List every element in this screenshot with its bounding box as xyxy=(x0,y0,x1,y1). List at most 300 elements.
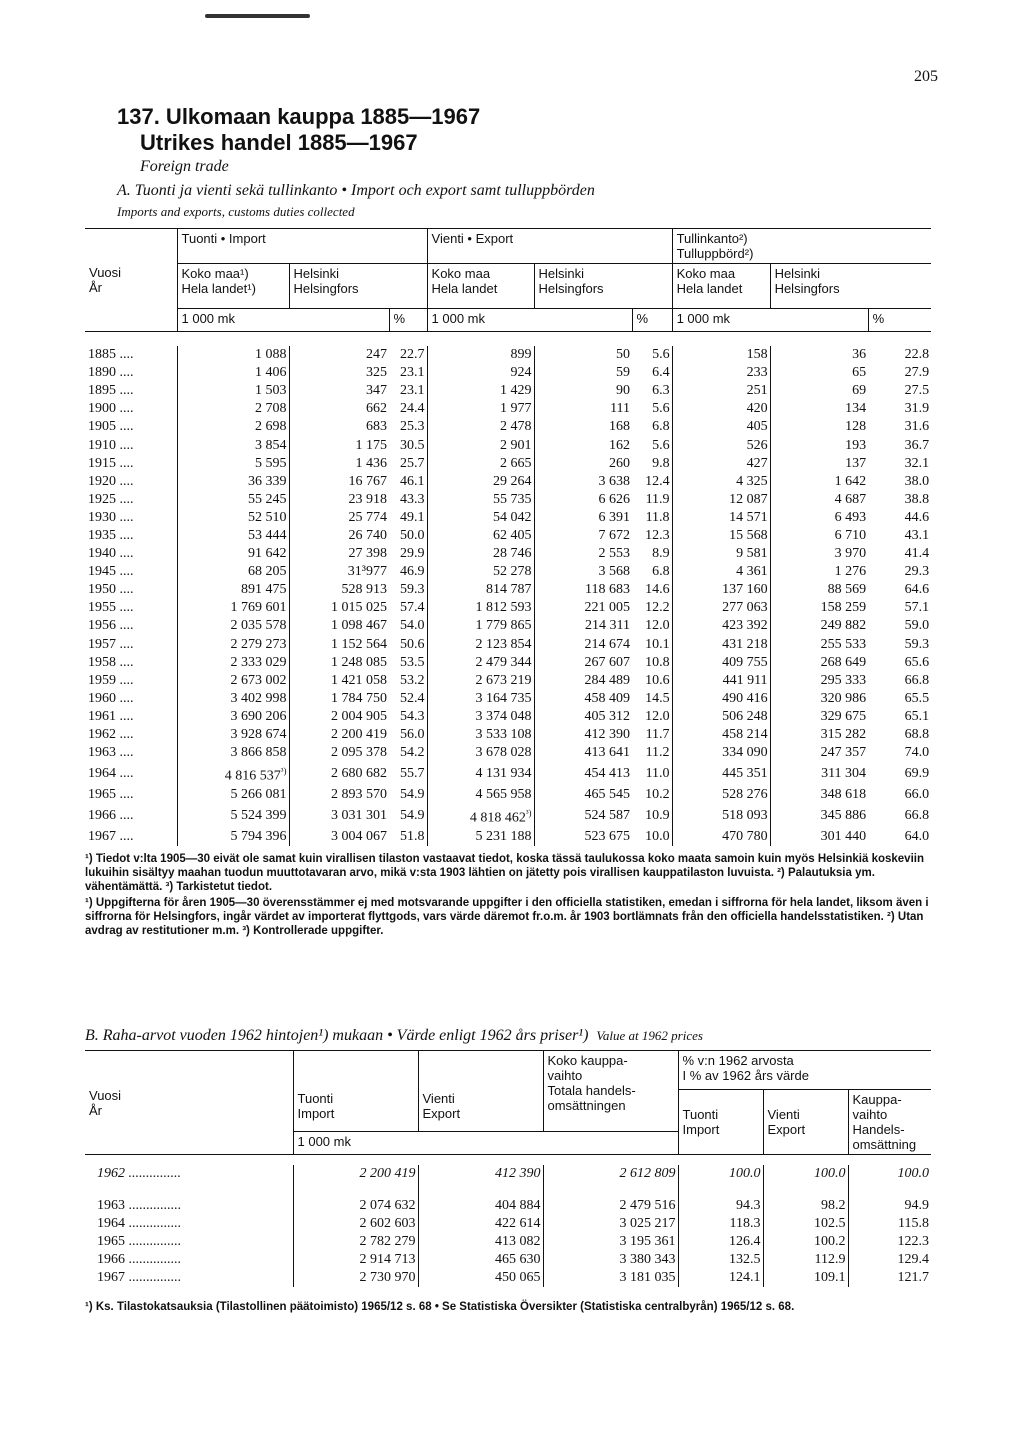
cell-value: 1955 xyxy=(88,600,116,616)
cell-value: 3 025 217 xyxy=(619,1216,676,1231)
table-row xyxy=(85,455,931,473)
cell-exp-all xyxy=(427,744,534,762)
cell-year xyxy=(85,527,177,545)
cell-imp-hki xyxy=(289,581,389,599)
cell-value: 412 390 xyxy=(584,727,631,743)
cell-imp-hki xyxy=(289,364,389,382)
cell-value: 334 090 xyxy=(722,745,768,761)
cell-exp-pct xyxy=(632,364,672,382)
cell-exp-hki xyxy=(534,545,632,563)
cell-value: 2 479 516 xyxy=(619,1198,676,1213)
table-row xyxy=(85,1233,931,1251)
cell-p-imp xyxy=(678,1251,763,1269)
leader-dots: ............... xyxy=(125,1166,181,1181)
cell-value: 94.9 xyxy=(904,1198,930,1213)
cell-value: 5 266 081 xyxy=(230,786,287,802)
cell-year xyxy=(85,708,177,726)
footnote-marker: ³) xyxy=(280,766,287,777)
cell-value: 14.6 xyxy=(645,582,670,598)
cell-exp-pct xyxy=(632,726,672,744)
cell-imp-pct xyxy=(389,672,427,690)
cell-value: 3 380 343 xyxy=(619,1252,676,1267)
cell-exp-hki xyxy=(534,617,632,635)
cell-year xyxy=(85,1197,293,1215)
cell-exp-hki xyxy=(534,509,632,527)
cell-value: 1920 xyxy=(88,473,116,489)
cell-value: 10.0 xyxy=(645,828,670,844)
cell-p-tot xyxy=(848,1269,931,1287)
cell-value: 51.8 xyxy=(400,828,425,844)
cell-imp-all xyxy=(177,400,289,418)
cell-cus-all xyxy=(672,762,770,786)
leader-dots: .... xyxy=(116,491,134,507)
cell-imp-all xyxy=(177,654,289,672)
leader-dots: .... xyxy=(116,437,134,453)
cell-exp xyxy=(418,1269,543,1287)
cell-value: 255 533 xyxy=(820,636,867,652)
leader-dots: .... xyxy=(116,419,134,435)
cell-imp-hki xyxy=(289,400,389,418)
table-row xyxy=(85,708,931,726)
cell-value: 36 xyxy=(852,347,867,363)
trade-table-b xyxy=(85,1050,931,1287)
cell-exp-hki xyxy=(534,364,632,382)
cell-value: 405 xyxy=(746,419,768,435)
cell-cus-all xyxy=(672,617,770,635)
cell-exp-all xyxy=(427,654,534,672)
cell-cus-all xyxy=(672,346,770,364)
cell-exp-all xyxy=(427,455,534,473)
cell-value: 1 769 601 xyxy=(230,600,287,616)
cell-imp-hki xyxy=(289,509,389,527)
cell-value: 168 xyxy=(609,419,631,435)
cell-exp-all xyxy=(427,418,534,436)
cell-imp-pct xyxy=(389,455,427,473)
cell-value: 66.8 xyxy=(904,672,930,688)
cell-value: 3 854 xyxy=(255,437,287,453)
import-pct-header: % xyxy=(389,309,427,332)
cell-value: 1945 xyxy=(88,564,116,580)
cell-imp-hki xyxy=(289,690,389,708)
cell-value: 1 152 564 xyxy=(331,636,387,652)
cell-value: 59.3 xyxy=(400,582,425,598)
cell-value: 3 533 108 xyxy=(475,727,532,743)
cell-value: 65.1 xyxy=(904,708,930,724)
leader-dots: .... xyxy=(116,786,134,802)
cell-imp-hki xyxy=(289,786,389,804)
cell-year xyxy=(85,491,177,509)
cell-cus-pct xyxy=(868,690,931,708)
import-header: Tuonti • Import xyxy=(177,229,427,264)
cell-value: 98.2 xyxy=(821,1198,846,1213)
cell-value: 11.2 xyxy=(645,745,670,761)
cell-cus-pct xyxy=(868,491,931,509)
cell-year xyxy=(85,744,177,762)
leader-dots: ............... xyxy=(125,1252,181,1267)
cell-exp-all xyxy=(427,804,534,828)
page-title-swedish: Utrikes handel 1885—1967 xyxy=(140,130,418,155)
cell-total xyxy=(543,1165,678,1197)
cell-exp-all xyxy=(427,364,534,382)
cell-exp-hki xyxy=(534,708,632,726)
cell-value: 14.5 xyxy=(645,690,670,706)
cell-value: 12.3 xyxy=(645,527,670,543)
cell-imp-pct xyxy=(389,581,427,599)
cell-value: 38.0 xyxy=(904,473,930,489)
table-row xyxy=(85,1251,931,1269)
cell-value: 465 545 xyxy=(584,786,631,802)
cell-imp-all xyxy=(177,581,289,599)
cell-value: 94.3 xyxy=(736,1198,761,1213)
cell-value: 1 642 xyxy=(834,473,867,489)
cell-imp xyxy=(293,1197,418,1215)
cell-value: 1 436 xyxy=(355,455,387,471)
cell-year xyxy=(85,1269,293,1287)
cell-cus-all xyxy=(672,744,770,762)
cell-value: 23.1 xyxy=(400,383,425,399)
cell-exp-pct xyxy=(632,672,672,690)
table-row xyxy=(85,762,931,786)
cell-imp-pct xyxy=(389,473,427,491)
cell-cus-all xyxy=(672,599,770,617)
cell-p-imp xyxy=(678,1269,763,1287)
cell-imp-hki xyxy=(289,762,389,786)
cell-imp-all xyxy=(177,617,289,635)
cell-value: 2 901 xyxy=(500,437,532,453)
page-number: 205 xyxy=(914,68,938,85)
cell-exp-pct xyxy=(632,636,672,654)
cell-year xyxy=(85,1233,293,1251)
cell-cus-all xyxy=(672,672,770,690)
cell-value: 3 402 998 xyxy=(230,690,287,706)
cell-cus-hki xyxy=(770,382,868,400)
cell-exp-pct xyxy=(632,599,672,617)
cell-value: 14 571 xyxy=(729,509,768,525)
cell-exp-hki xyxy=(534,436,632,454)
cell-cus-pct xyxy=(868,786,931,804)
cell-cus-all xyxy=(672,491,770,509)
cell-value: 112.9 xyxy=(814,1252,846,1267)
cell-cus-pct xyxy=(868,509,931,527)
page-title: 137. Ulkomaan kauppa 1885—1967 xyxy=(117,104,481,129)
cell-value: 121.7 xyxy=(897,1270,930,1285)
cell-value: 100.0 xyxy=(729,1166,761,1181)
cell-value: 3 866 858 xyxy=(230,745,287,761)
cell-cus-pct xyxy=(868,726,931,744)
cell-value: 1915 xyxy=(88,455,116,471)
cell-exp-all xyxy=(427,828,534,846)
cell-cus-all xyxy=(672,455,770,473)
cell-value: 6 493 xyxy=(834,509,867,525)
cell-value: 6.8 xyxy=(652,564,670,580)
cell-value: 6.3 xyxy=(652,383,670,399)
cell-exp-all xyxy=(427,491,534,509)
cell-value: 315 282 xyxy=(820,727,867,743)
cell-exp-hki xyxy=(534,400,632,418)
cell-value: 2 673 002 xyxy=(230,672,287,688)
cell-value: 1900 xyxy=(88,401,116,417)
cell-imp-hki xyxy=(289,382,389,400)
cell-exp-hki xyxy=(534,581,632,599)
customs-pct-header: % xyxy=(872,311,885,326)
cell-value: 59 xyxy=(616,365,631,381)
leader-dots: .... xyxy=(116,807,134,823)
cell-value: 1910 xyxy=(88,437,116,453)
cell-value: 16 767 xyxy=(348,473,387,489)
cell-value: 118.3 xyxy=(729,1216,761,1231)
cell-value: 52 278 xyxy=(493,564,532,580)
cell-value: 158 259 xyxy=(820,600,867,616)
cell-value: 10.8 xyxy=(645,654,670,670)
cell-exp-all xyxy=(427,509,534,527)
cell-value: 137 160 xyxy=(722,582,768,598)
cell-value: 2 200 419 xyxy=(331,727,387,743)
section-b-heading xyxy=(85,1027,703,1045)
cell-value: 129.4 xyxy=(897,1252,930,1267)
cell-cus-hki xyxy=(770,599,868,617)
cell-value: 1 088 xyxy=(255,347,287,363)
cell-exp-pct xyxy=(632,509,672,527)
cell-value: 66.0 xyxy=(904,786,930,802)
cell-value: 233 xyxy=(746,365,768,381)
cell-cus-all xyxy=(672,545,770,563)
cell-imp xyxy=(293,1215,418,1233)
cell-value: 1 098 467 xyxy=(331,618,387,634)
b-pct-import-header: Tuonti Import xyxy=(678,1090,763,1155)
cell-cus-hki xyxy=(770,581,868,599)
export-helsinki-header: Helsinki Helsingfors xyxy=(534,264,672,309)
cell-year xyxy=(85,617,177,635)
cell-value: 65.5 xyxy=(904,690,930,706)
cell-imp-pct xyxy=(389,786,427,804)
cell-p-tot xyxy=(848,1233,931,1251)
cell-imp-all xyxy=(177,346,289,364)
cell-value: 134 xyxy=(845,401,867,417)
cell-value: 52 510 xyxy=(248,509,287,525)
cell-value: 124.1 xyxy=(729,1270,761,1285)
cell-exp-all xyxy=(427,672,534,690)
cell-value: 1890 xyxy=(88,365,116,381)
cell-value: 413 641 xyxy=(584,745,631,761)
table-row xyxy=(85,1197,931,1215)
cell-imp-hki xyxy=(289,828,389,846)
cell-year xyxy=(85,828,177,846)
cell-cus-pct xyxy=(868,364,931,382)
cell-year xyxy=(85,654,177,672)
table-row xyxy=(85,1165,931,1197)
cell-value: 251 xyxy=(746,383,768,399)
cell-imp-pct xyxy=(389,690,427,708)
cell-year xyxy=(85,563,177,581)
cell-value: 3 678 028 xyxy=(475,745,532,761)
cell-value: 29.3 xyxy=(904,564,930,580)
table-row xyxy=(85,346,931,364)
cell-value: 683 xyxy=(366,419,387,435)
cell-value: 11.8 xyxy=(645,509,670,525)
cell-value: 1962 xyxy=(97,1166,125,1181)
export-whole-header: Koko maa Hela landet xyxy=(427,264,534,309)
cell-cus-hki xyxy=(770,617,868,635)
cell-year xyxy=(85,690,177,708)
cell-imp-pct xyxy=(389,436,427,454)
cell-cus-all xyxy=(672,654,770,672)
cell-cus-hki xyxy=(770,786,868,804)
cell-value: 409 755 xyxy=(722,654,768,670)
cell-value: 1966 xyxy=(97,1252,125,1267)
cell-exp-hki xyxy=(534,563,632,581)
cell-imp xyxy=(293,1251,418,1269)
footnote-marker: ³) xyxy=(525,807,532,818)
cell-exp-hki xyxy=(534,491,632,509)
cell-value: 27.5 xyxy=(904,383,930,399)
cell-value: 12.0 xyxy=(645,708,670,724)
cell-cus-pct xyxy=(868,400,931,418)
cell-year xyxy=(85,1251,293,1269)
cell-value: 3 181 035 xyxy=(619,1270,676,1285)
cell-cus-pct xyxy=(868,455,931,473)
cell-value: 1 248 085 xyxy=(331,654,387,670)
import-helsinki-header: Helsinki Helsingfors xyxy=(289,264,427,309)
cell-exp xyxy=(418,1215,543,1233)
cell-exp-hki xyxy=(534,599,632,617)
cell-value: 54 042 xyxy=(493,509,532,525)
cell-value: 2 665 xyxy=(500,455,532,471)
cell-cus-all xyxy=(672,786,770,804)
cell-cus-hki xyxy=(770,726,868,744)
cell-imp-hki xyxy=(289,346,389,364)
cell-value: 29 264 xyxy=(493,473,532,489)
cell-value: 5.6 xyxy=(652,437,670,453)
cell-year xyxy=(85,545,177,563)
cell-value: 10.6 xyxy=(645,672,670,688)
cell-p-tot xyxy=(848,1197,931,1215)
cell-imp-pct xyxy=(389,708,427,726)
cell-exp-hki xyxy=(534,726,632,744)
cell-value: 5 595 xyxy=(255,455,287,471)
cell-value: 1964 xyxy=(97,1216,125,1231)
cell-exp-pct xyxy=(632,545,672,563)
cell-imp-pct xyxy=(389,346,427,364)
cell-value: 2 279 273 xyxy=(230,636,287,652)
cell-value: 2 095 378 xyxy=(331,745,387,761)
cell-imp-all xyxy=(177,690,289,708)
cell-value: 10.1 xyxy=(645,636,670,652)
cell-total xyxy=(543,1233,678,1251)
cell-value: 423 392 xyxy=(722,618,768,634)
cell-value: 2 612 809 xyxy=(619,1166,676,1181)
import-unit: 1 000 mk xyxy=(177,309,389,332)
cell-value: 1 779 865 xyxy=(475,618,532,634)
cell-value: 54.0 xyxy=(400,618,425,634)
leader-dots: .... xyxy=(116,690,134,706)
cell-value: 3 970 xyxy=(834,546,867,562)
cell-value: 59.3 xyxy=(904,636,930,652)
cell-exp-all xyxy=(427,382,534,400)
cell-imp-hki xyxy=(289,654,389,672)
cell-value: 450 065 xyxy=(495,1270,541,1285)
cell-value: 1963 xyxy=(88,745,116,761)
cell-value: 111 xyxy=(610,401,631,417)
cell-imp-pct xyxy=(389,654,427,672)
cell-exp-pct xyxy=(632,382,672,400)
export-pct-header: % xyxy=(632,309,672,332)
cell-value: 277 063 xyxy=(722,600,768,616)
export-header: Vienti • Export xyxy=(427,229,672,264)
cell-year xyxy=(85,436,177,454)
cell-value: 7 672 xyxy=(598,527,631,543)
cell-value: 345 886 xyxy=(820,807,867,823)
cell-value: 44.6 xyxy=(904,509,930,525)
cell-imp-pct xyxy=(389,744,427,762)
cell-value: 1895 xyxy=(88,383,116,399)
table-row xyxy=(85,436,931,454)
section-a-heading: A. Tuonti ja vienti sekä tullinkanto • Import och export samt tulluppbörden xyxy=(117,182,595,199)
cell-value: 64.6 xyxy=(904,582,930,598)
cell-value: 23.1 xyxy=(400,365,425,381)
cell-value: 1925 xyxy=(88,491,116,507)
cell-cus-hki xyxy=(770,744,868,762)
cell-value: 54.9 xyxy=(400,786,425,802)
cell-value: 454 413 xyxy=(584,765,631,781)
cell-value: 465 630 xyxy=(495,1252,541,1267)
cell-value: 6.4 xyxy=(652,365,670,381)
cell-value: 11.9 xyxy=(645,491,670,507)
cell-p-exp xyxy=(763,1233,848,1251)
cell-imp-pct xyxy=(389,491,427,509)
cell-cus-all xyxy=(672,563,770,581)
cell-cus-all xyxy=(672,804,770,828)
cell-value: 4 325 xyxy=(736,473,768,489)
cell-value: 1 015 025 xyxy=(331,600,387,616)
cell-value: 102.5 xyxy=(814,1216,846,1231)
cell-value: 55 245 xyxy=(248,491,287,507)
cell-exp-pct xyxy=(632,346,672,364)
cell-exp-hki xyxy=(534,527,632,545)
cell-value: 1962 xyxy=(88,727,116,743)
cell-exp-pct xyxy=(632,436,672,454)
cell-value: 109.1 xyxy=(814,1270,846,1285)
cell-value: 470 780 xyxy=(722,828,768,844)
cell-p-imp xyxy=(678,1165,763,1197)
cell-value: 68 205 xyxy=(248,564,287,580)
table-row xyxy=(85,804,931,828)
cell-value: 1 812 593 xyxy=(475,600,532,616)
cell-imp-hki xyxy=(289,672,389,690)
cell-value: 320 986 xyxy=(820,690,867,706)
leader-dots: .... xyxy=(116,708,134,724)
cell-exp-all xyxy=(427,545,534,563)
table-row xyxy=(85,636,931,654)
cell-imp-hki xyxy=(289,545,389,563)
cell-value: 458 214 xyxy=(722,727,768,743)
cell-value: 6.8 xyxy=(652,419,670,435)
cell-cus-pct xyxy=(868,382,931,400)
cell-exp-hki xyxy=(534,672,632,690)
cell-imp-hki xyxy=(289,617,389,635)
cell-p-tot xyxy=(848,1251,931,1269)
table-row xyxy=(85,672,931,690)
cell-value: 420 xyxy=(746,401,768,417)
cell-total xyxy=(543,1197,678,1215)
cell-value: 64.0 xyxy=(904,828,930,844)
cell-exp-all xyxy=(427,473,534,491)
section-b-heading-english: Value at 1962 prices xyxy=(596,1028,703,1043)
cell-exp-all xyxy=(427,563,534,581)
cell-value: 2 123 854 xyxy=(475,636,532,652)
cell-cus-hki xyxy=(770,418,868,436)
leader-dots: ............... xyxy=(125,1216,181,1231)
cell-value: 1 421 058 xyxy=(331,672,387,688)
